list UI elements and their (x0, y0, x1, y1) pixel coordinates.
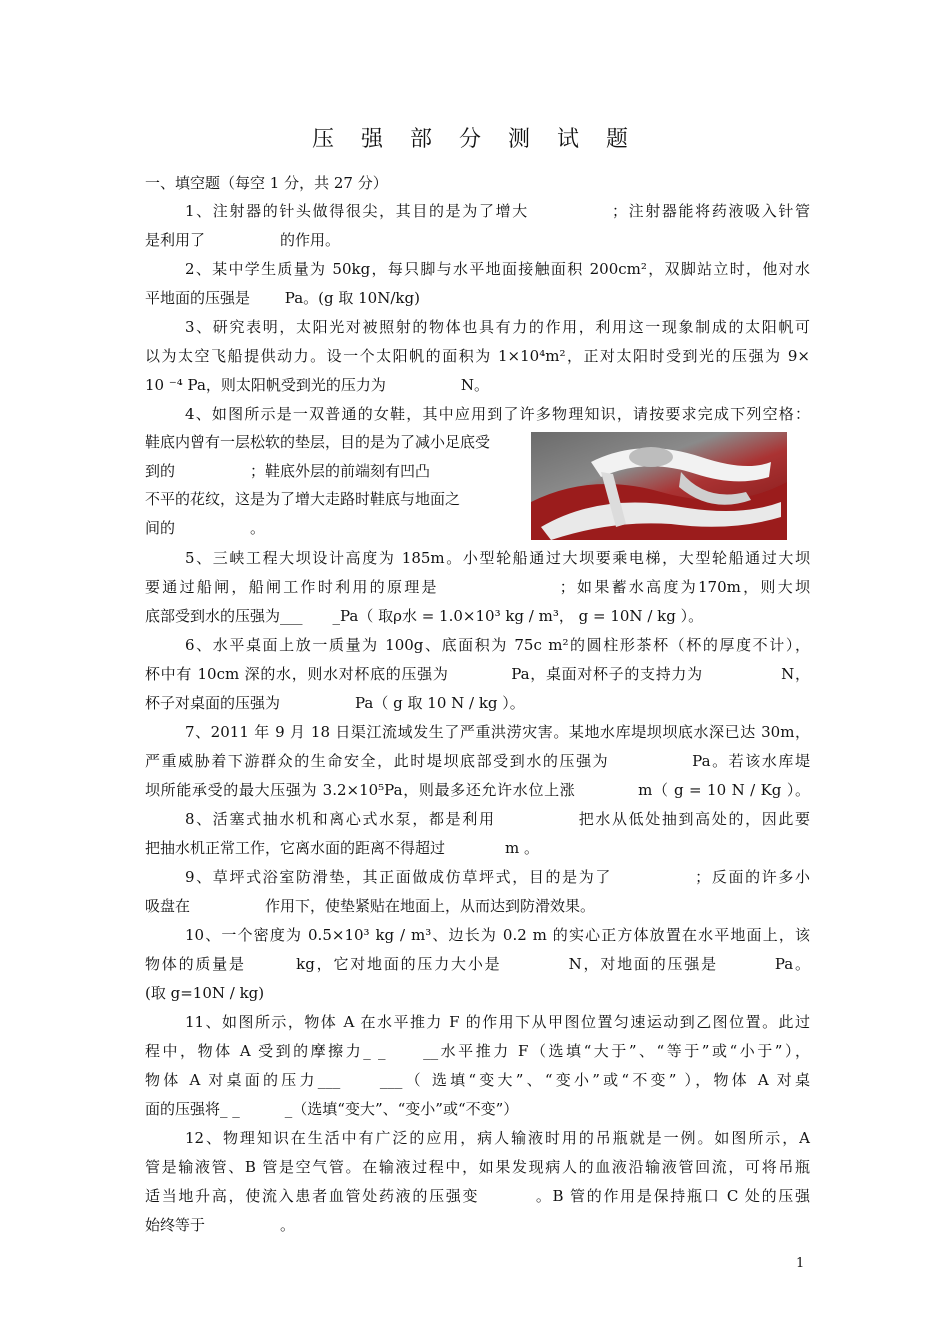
text-line: 物体 A 对桌面的压力___ ___（ 选填“变大”、“变小”或“不变” ），物体 A 对桌 (145, 1071, 810, 1089)
text-line: 不平的花纹，这是为了增大走路时鞋底与地面之 (145, 490, 461, 508)
text-line: 鞋底内曾有一层松软的垫层，目的是为了减小足底受 (145, 433, 491, 451)
text-line: 严重威胁着下游群众的生命安全，此时堤坝底部受到水的压强为 Pa。若该水库堤 (145, 752, 810, 770)
text-line: 程中，物体 A 受到的摩擦力_ _ __水平推力 F（选填“大于”、“等于”或“小于”）， (145, 1042, 810, 1060)
text-line: 物体的质量是 kg，它对地面的压力大小是 N，对地面的压强是 Pa。 (145, 955, 810, 973)
text-line: 杯中有 10cm 深的水，则水对杯底的压强为 Pa，桌面对杯子的支持力为 N， (145, 665, 810, 683)
text-line: 到的 ；鞋底外层的前端刻有凹凸 (145, 462, 431, 480)
shoe-photo (531, 432, 787, 540)
text-line: 3、研究表明，太阳光对被照射的物体也具有力的作用，利用这一现象制成的太阳帆可 (185, 318, 810, 336)
text-line: 面的压强将_ _ _（选填“变大”、“变小”或“不变”） (145, 1100, 519, 1118)
text-line: 间的 。 (145, 519, 266, 537)
section-heading: 一、填空题（每空 1 分，共 27 分） (145, 174, 388, 192)
text-line: 把抽水机正常工作，它离水面的距离不得超过 m 。 (145, 839, 539, 857)
text-line: 5、三峡工程大坝设计高度为 185m。小型轮船通过大坝要乘电梯，大型轮船通过大坝 (185, 549, 810, 567)
text-line: 10、一个密度为 0.5×10³ kg / m³、边长为 0.2 m 的实心正方体放置在水平地面上，该 (185, 926, 810, 944)
text-line: 以为太空飞船提供动力。设一个太阳帆的面积为 1×10⁴m²，正对太阳时受到光的压强为 9× (145, 347, 810, 365)
text-line: 是利用了 的作用。 (145, 231, 341, 249)
text-line: 适当地升高，使流入患者血管处药液的压强变 。B 管的作用是保持瓶口 C 处的压强 (145, 1187, 810, 1205)
text-line: 9、草坪式浴室防滑垫，其正面做成仿草坪式，目的是为了 ；反面的许多小 (185, 868, 810, 886)
text-line: 要通过船闸，船闸工作时利用的原理是 ；如果蓄水高度为170m，则大坝 (145, 578, 810, 596)
text-line: 6、水平桌面上放一质量为 100g、底面积为 75c m²的圆柱形茶杯（杯的厚度不计）， (185, 636, 810, 654)
text-line: 杯子对桌面的压强为 Pa（ g 取 10 N / kg ）。 (145, 694, 525, 712)
text-line: 底部受到水的压强为___ _Pa（ 取ρ水 = 1.0×10³ kg / m³， g = 10N / kg ）。 (145, 607, 704, 625)
text-line: 2、某中学生质量为 50kg，每只脚与水平地面接触面积 200cm²，双脚站立时，他对水 (185, 260, 810, 278)
text-line: 10 ⁻⁴ Pa，则太阳帆受到光的压力为 N。 (145, 376, 490, 394)
page-number: 1 (796, 1256, 805, 1271)
text-line: 坝所能承受的最大压强为 3.2×10⁵Pa，则最多还允许水位上涨 m（ g = 10 N / Kg ）。 (145, 781, 810, 799)
text-line: 1、注射器的针头做得很尖，其目的是为了增大 ；注射器能将药液吸入针管 (185, 202, 810, 220)
text-line: 8、活塞式抽水机和离心式水泵，都是利用 把水从低处抽到高处的，因此要 (185, 810, 810, 828)
page-title: 压 强 部 分 测 试 题 (312, 127, 638, 152)
text-line: 管是输液管、B 管是空气管。在输液过程中，如果发现病人的血液沿输液管回流，可将吊瓶 (145, 1158, 810, 1176)
text-line: (取 g=10N / kg) (145, 984, 265, 1002)
text-line: 7、2011 年 9 月 18 日渠江流域发生了严重洪涝灾害。某地水库堤坝坝底水深已达 30m， (185, 723, 810, 741)
text-line: 吸盘在 作用下，使垫紧贴在地面上，从而达到防滑效果。 (145, 897, 596, 915)
text-line: 始终等于 。 (145, 1216, 296, 1234)
text-line: 4、如图所示是一双普通的女鞋，其中应用到了许多物理知识，请按要求完成下列空格： (185, 405, 810, 423)
text-line: 11、如图所示，物体 A 在水平推力 F 的作用下从甲图位置匀速运动到乙图位置。此过 (185, 1013, 810, 1031)
text-line: 平地面的压强是 Pa。(g 取 10N/kg) (145, 289, 420, 307)
text-line: 12、物理知识在生活中有广泛的应用，病人输液时用的吊瓶就是一例。如图所示，A (185, 1129, 810, 1147)
